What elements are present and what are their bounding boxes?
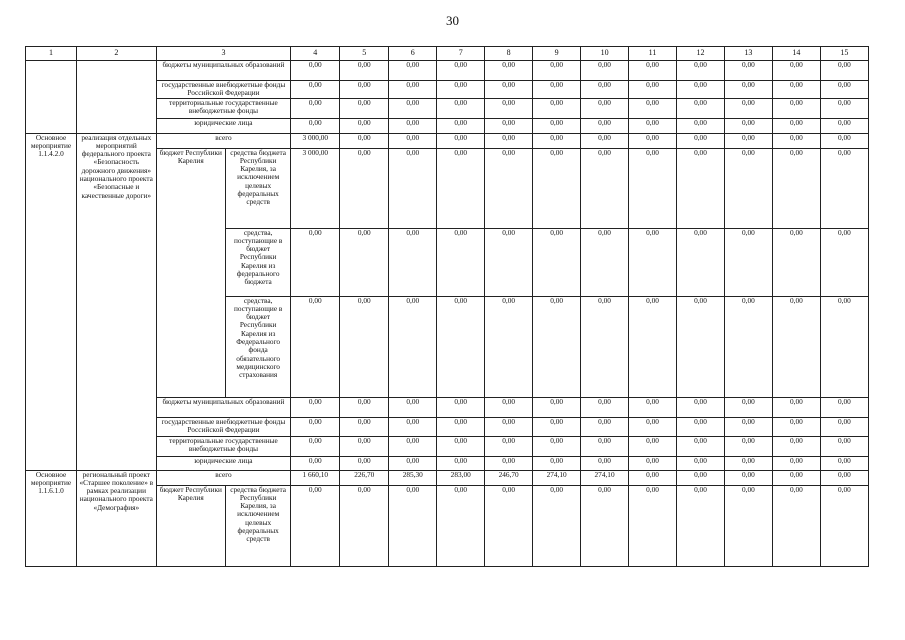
value-cell: 0,00 (437, 61, 485, 81)
value-cell: 3 000,00 (291, 148, 340, 228)
value-cell: 0,00 (533, 456, 581, 470)
value-cell: 0,00 (724, 61, 772, 81)
value-cell: 0,00 (772, 456, 820, 470)
value-cell: 0,00 (581, 456, 629, 470)
value-cell: 0,00 (677, 81, 725, 99)
column-header-4: 4 (291, 47, 340, 61)
value-cell: 0,00 (677, 228, 725, 296)
value-cell: 0,00 (629, 485, 677, 566)
value-cell: 0,00 (581, 133, 629, 148)
value-cell: 0,00 (581, 81, 629, 99)
value-cell: 0,00 (533, 133, 581, 148)
source-label: территориальные государственные внебюджетные фонды (156, 436, 291, 456)
value-cell: 0,00 (677, 61, 725, 81)
value-cell: 0,00 (820, 118, 868, 133)
column-header-13: 13 (724, 47, 772, 61)
value-cell: 0,00 (677, 470, 725, 485)
value-cell: 0,00 (724, 228, 772, 296)
activity-number: Основное мероприятие 1.1.6.1.0 (26, 470, 77, 566)
value-cell: 0,00 (772, 296, 820, 397)
value-cell: 0,00 (772, 98, 820, 118)
value-cell: 0,00 (677, 485, 725, 566)
value-cell: 0,00 (389, 118, 437, 133)
value-cell: 0,00 (340, 228, 389, 296)
value-cell: 0,00 (820, 148, 868, 228)
value-cell: 0,00 (389, 81, 437, 99)
value-cell: 0,00 (581, 98, 629, 118)
value-cell: 0,00 (533, 148, 581, 228)
column-header-10: 10 (581, 47, 629, 61)
activity-number: Основное мероприятие 1.1.4.2.0 (26, 133, 77, 470)
value-cell: 0,00 (772, 485, 820, 566)
value-cell: 0,00 (485, 397, 533, 417)
value-cell: 0,00 (437, 397, 485, 417)
value-cell: 0,00 (772, 133, 820, 148)
value-cell: 0,00 (533, 228, 581, 296)
value-cell: 0,00 (340, 81, 389, 99)
value-cell: 0,00 (291, 98, 340, 118)
value-cell: 0,00 (820, 436, 868, 456)
activity-title: реализация отдельных мероприятий федерального проекта «Безопасность дорожного движения» национального проекта «Безопасные и качественные дороги» (77, 133, 157, 470)
value-cell: 0,00 (724, 397, 772, 417)
value-cell: 0,00 (724, 436, 772, 456)
source-label: бюджеты муниципальных образований (156, 61, 291, 81)
column-header-9: 9 (533, 47, 581, 61)
value-cell: 0,00 (533, 118, 581, 133)
activity-title: региональный проект «Старшее поколение» в рамках реализации национального проекта «Демография» (77, 470, 157, 566)
value-cell: 0,00 (677, 133, 725, 148)
value-cell: 0,00 (291, 296, 340, 397)
value-cell: 0,00 (629, 436, 677, 456)
value-cell: 0,00 (820, 417, 868, 436)
value-cell: 0,00 (340, 436, 389, 456)
value-cell: 0,00 (437, 133, 485, 148)
source-label: всего (156, 133, 291, 148)
value-cell: 0,00 (340, 148, 389, 228)
value-cell: 0,00 (581, 296, 629, 397)
value-cell: 0,00 (389, 397, 437, 417)
value-cell: 0,00 (389, 148, 437, 228)
value-cell: 0,00 (340, 296, 389, 397)
value-cell: 0,00 (629, 148, 677, 228)
value-cell: 0,00 (629, 228, 677, 296)
value-cell: 0,00 (485, 436, 533, 456)
value-cell: 0,00 (340, 456, 389, 470)
value-cell: 0,00 (389, 228, 437, 296)
value-cell: 0,00 (533, 397, 581, 417)
table-row (26, 470, 869, 485)
table-row (26, 133, 869, 148)
value-cell: 0,00 (340, 98, 389, 118)
value-cell: 0,00 (820, 397, 868, 417)
value-cell: 0,00 (724, 456, 772, 470)
value-cell: 0,00 (533, 485, 581, 566)
column-header-5: 5 (340, 47, 389, 61)
subsource-label: средства, поступающие в бюджет Республики Карелия из Федерального фонда обязательного медицинского страхования (226, 296, 291, 397)
value-cell: 0,00 (581, 61, 629, 81)
value-cell: 0,00 (724, 148, 772, 228)
value-cell: 0,00 (629, 98, 677, 118)
value-cell: 0,00 (677, 397, 725, 417)
column-header-14: 14 (772, 47, 820, 61)
value-cell: 0,00 (772, 228, 820, 296)
value-cell: 0,00 (340, 61, 389, 81)
column-header-2: 2 (77, 47, 157, 61)
source-label: государственные внебюджетные фонды Российской Федерации (156, 81, 291, 99)
value-cell: 0,00 (389, 417, 437, 436)
value-cell: 0,00 (629, 397, 677, 417)
value-cell: 0,00 (340, 118, 389, 133)
value-cell: 0,00 (485, 61, 533, 81)
value-cell: 0,00 (437, 98, 485, 118)
value-cell: 0,00 (581, 417, 629, 436)
value-cell: 0,00 (677, 436, 725, 456)
value-cell: 0,00 (581, 485, 629, 566)
source-label: территориальные государственные внебюджетные фонды (156, 98, 291, 118)
subsource-label: средства, поступающие в бюджет Республики Карелия из федерального бюджета (226, 228, 291, 296)
value-cell: 0,00 (629, 296, 677, 397)
value-cell: 0,00 (677, 456, 725, 470)
value-cell: 226,70 (340, 470, 389, 485)
value-cell: 0,00 (340, 417, 389, 436)
value-cell: 0,00 (485, 417, 533, 436)
value-cell: 0,00 (677, 296, 725, 397)
value-cell: 0,00 (389, 456, 437, 470)
value-cell: 0,00 (389, 296, 437, 397)
value-cell: 0,00 (581, 118, 629, 133)
value-cell: 0,00 (772, 118, 820, 133)
value-cell: 274,10 (533, 470, 581, 485)
value-cell: 0,00 (437, 228, 485, 296)
value-cell: 3 000,00 (291, 133, 340, 148)
value-cell: 0,00 (724, 118, 772, 133)
value-cell: 0,00 (772, 148, 820, 228)
value-cell: 0,00 (677, 417, 725, 436)
value-cell: 0,00 (485, 98, 533, 118)
value-cell: 0,00 (291, 397, 340, 417)
value-cell: 0,00 (724, 485, 772, 566)
value-cell: 0,00 (581, 436, 629, 456)
value-cell: 0,00 (485, 81, 533, 99)
value-cell: 0,00 (340, 485, 389, 566)
value-cell: 0,00 (820, 296, 868, 397)
value-cell: 0,00 (629, 118, 677, 133)
value-cell: 0,00 (485, 228, 533, 296)
value-cell: 0,00 (291, 456, 340, 470)
source-label: всего (156, 470, 291, 485)
value-cell: 0,00 (581, 228, 629, 296)
subsource-label: средства бюджета Республики Карелия, за исключением целевых федеральных средств (226, 485, 291, 566)
value-cell: 0,00 (581, 397, 629, 417)
column-header-15: 15 (820, 47, 868, 61)
value-cell: 0,00 (820, 485, 868, 566)
value-cell: 0,00 (533, 296, 581, 397)
value-cell: 0,00 (291, 436, 340, 456)
value-cell: 0,00 (485, 456, 533, 470)
value-cell: 0,00 (485, 133, 533, 148)
value-cell: 0,00 (485, 118, 533, 133)
continuation-col2 (77, 61, 157, 134)
value-cell: 0,00 (533, 417, 581, 436)
value-cell: 0,00 (389, 61, 437, 81)
subsource-label: средства бюджета Республики Карелия, за исключением целевых федеральных средств (226, 148, 291, 228)
value-cell: 1 660,10 (291, 470, 340, 485)
value-cell: 0,00 (820, 470, 868, 485)
value-cell: 0,00 (724, 470, 772, 485)
value-cell: 0,00 (437, 296, 485, 397)
value-cell: 0,00 (772, 417, 820, 436)
value-cell: 0,00 (772, 61, 820, 81)
value-cell: 0,00 (820, 456, 868, 470)
column-header-3: 3 (156, 47, 291, 61)
value-cell: 0,00 (389, 436, 437, 456)
table-row (26, 61, 869, 81)
value-cell: 0,00 (724, 81, 772, 99)
column-header-12: 12 (677, 47, 725, 61)
value-cell: 0,00 (772, 470, 820, 485)
source-label: бюджеты муниципальных образований (156, 397, 291, 417)
value-cell: 0,00 (629, 456, 677, 470)
value-cell: 0,00 (724, 296, 772, 397)
value-cell: 274,10 (581, 470, 629, 485)
value-cell: 0,00 (437, 148, 485, 228)
value-cell: 0,00 (629, 470, 677, 485)
value-cell: 0,00 (677, 98, 725, 118)
value-cell: 0,00 (772, 397, 820, 417)
column-header-11: 11 (629, 47, 677, 61)
value-cell: 0,00 (437, 81, 485, 99)
value-cell: 0,00 (772, 81, 820, 99)
value-cell: 0,00 (291, 81, 340, 99)
column-header-1: 1 (26, 47, 77, 61)
value-cell: 0,00 (629, 61, 677, 81)
value-cell: 0,00 (820, 81, 868, 99)
column-header-8: 8 (485, 47, 533, 61)
value-cell: 0,00 (820, 98, 868, 118)
value-cell: 0,00 (677, 148, 725, 228)
value-cell: 0,00 (772, 436, 820, 456)
value-cell: 0,00 (533, 436, 581, 456)
value-cell: 0,00 (724, 133, 772, 148)
value-cell: 0,00 (820, 133, 868, 148)
value-cell: 0,00 (291, 228, 340, 296)
value-cell: 0,00 (389, 485, 437, 566)
value-cell: 0,00 (389, 133, 437, 148)
value-cell: 0,00 (437, 436, 485, 456)
value-cell: 0,00 (437, 118, 485, 133)
value-cell: 0,00 (724, 98, 772, 118)
value-cell: 0,00 (677, 118, 725, 133)
value-cell: 0,00 (629, 133, 677, 148)
value-cell: 283,00 (437, 470, 485, 485)
source-label: государственные внебюджетные фонды Российской Федерации (156, 417, 291, 436)
value-cell: 0,00 (340, 133, 389, 148)
value-cell: 0,00 (291, 61, 340, 81)
value-cell: 0,00 (533, 98, 581, 118)
continuation-col1 (26, 61, 77, 134)
value-cell: 0,00 (291, 417, 340, 436)
value-cell: 0,00 (820, 61, 868, 81)
value-cell: 0,00 (629, 417, 677, 436)
value-cell: 246,70 (485, 470, 533, 485)
value-cell: 0,00 (291, 485, 340, 566)
page-number: 30 (446, 13, 459, 28)
value-cell: 0,00 (533, 61, 581, 81)
value-cell: 0,00 (533, 81, 581, 99)
value-cell: 0,00 (485, 296, 533, 397)
value-cell: 0,00 (485, 148, 533, 228)
value-cell: 0,00 (485, 485, 533, 566)
value-cell: 0,00 (437, 417, 485, 436)
value-cell: 0,00 (340, 397, 389, 417)
budget-label: бюджет Республики Карелия (156, 485, 225, 566)
value-cell: 0,00 (820, 228, 868, 296)
value-cell: 0,00 (581, 148, 629, 228)
column-header-7: 7 (437, 47, 485, 61)
source-label: юридические лица (156, 456, 291, 470)
value-cell: 0,00 (629, 81, 677, 99)
value-cell: 0,00 (291, 118, 340, 133)
value-cell: 285,30 (389, 470, 437, 485)
budget-table (25, 46, 869, 567)
source-label: юридические лица (156, 118, 291, 133)
value-cell: 0,00 (389, 98, 437, 118)
column-header-6: 6 (389, 47, 437, 61)
budget-label: бюджет Республики Карелия (156, 148, 225, 397)
header-row (26, 47, 869, 61)
value-cell: 0,00 (437, 485, 485, 566)
value-cell: 0,00 (724, 417, 772, 436)
value-cell: 0,00 (437, 456, 485, 470)
